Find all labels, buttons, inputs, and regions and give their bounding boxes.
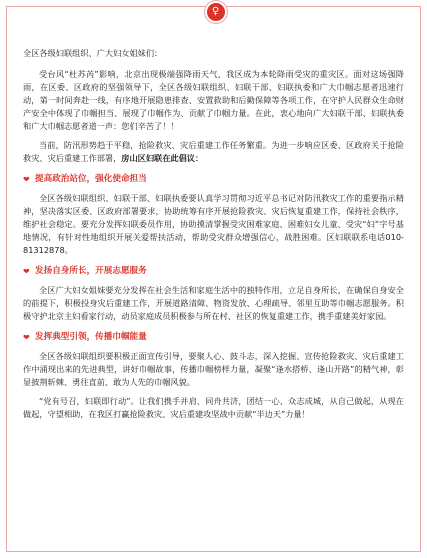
- section-heading-1: [23, 173, 404, 186]
- heart-bullet-icon: ❤: [23, 266, 30, 276]
- section-body-1: 全区各级妇联组织、妇联干部、妇联执委要认真学习贯彻习近平总书记对防汛救灾工作的重要指示精神，坚决落实区委、区政府部署要求，协助统筹有序开展抢险救灾、灾后恢复重建工作，保持社会秩序，维护社会稳定。要充分发挥妇联委员作用，协助摸清掌握受灾困难家庭、困难妇女儿童、受灾“妇”字号基地情况，有针对性地组织开展关爱帮扶活动，帮助受灾群众增强信心，战胜困难。区妇联联系电话010-81312878。: [23, 193, 404, 255]
- intro-paragraph-2-text: 当前，防汛形势趋于平稳，抢险救灾、灾后重建工作任务繁重。为进一步响应区委、区政府关于抢险救灾、灾后重建工作部署，: [23, 140, 404, 163]
- womens-federation-emblem-icon: [205, 1, 227, 23]
- section-heading-text: 发挥典型引领，传播巾帼能量: [35, 332, 147, 342]
- salutation: 全区各级妇联组织、广大妇女姐妹们：: [23, 48, 163, 58]
- initiative-highlight: 房山区妇联在此倡议：: [121, 153, 204, 163]
- intro-paragraph-2: [23, 139, 404, 165]
- intro-paragraph-1: 受台风“杜苏芮”影响，北京出现极端强降雨天气，我区成为本轮降雨受灾的重灾区。面对这场强降雨，在区委、区政府的坚强领导下，全区各级妇联组织、妇联干部、妇联执委和广大巾帼志愿者迅速行动，第一时间奔赴一线，有序地开展隐患排查、安置救助和后勤保障等各项工作，在守护人民群众生命财产安全中体现了巾帼担当、展现了巾帼作为、贡献了巾帼力量。在此，衷心地向广大妇联干部、妇联执委和广大巾帼志愿者道一声：您们辛苦了！！: [23, 69, 404, 131]
- letter-content: [23, 47, 404, 543]
- section-heading-text: 发扬自身所长，开展志愿服务: [35, 266, 147, 276]
- section-body-2: 全区广大妇女姐妹要充分发挥在社会生活和家庭生活中的独特作用，立足自身所长，在确保自身安全的前提下，积极投身灾后重建工作，开展道路清障、物资发放、心理疏导、邻里互助等巾帼志愿服务。积极守护北京主妇看家行动，动员家庭成员积极参与所在村、社区的恢复重建工作，携手重建美好家园。: [23, 285, 404, 321]
- emblem-glyph: ♀: [211, 6, 220, 17]
- section-heading-text: 提高政治站位，强化使命担当: [35, 174, 147, 184]
- heart-bullet-icon: ❤: [23, 332, 30, 342]
- section-heading-2: [23, 265, 404, 278]
- section-body-3: 全区各级妇联组织要积极正面宣传引导，要聚人心、鼓斗志，深入挖掘、宣传抢险救灾、灾后重建工作中涌现出来的先进典型，讲好巾帼故事，传播巾帼榜样力量，凝聚“逢水搭桥、逢山开路”的精气神，彰显披荆斩棘、勇往直前、敢为人先的巾帼风貌。: [23, 351, 404, 387]
- letter-frame: [6, 6, 421, 552]
- closing-paragraph: “党有号召，妇联即行动”。让我们携手并肩、同舟共济，团结一心、众志成城，从自己做起，从现在做起，守望相助，在我区打赢抢险救灾、灾后重建攻坚战中贡献“半边天”力量！: [23, 396, 404, 419]
- section-heading-3: [23, 331, 404, 344]
- heart-bullet-icon: ❤: [23, 174, 30, 184]
